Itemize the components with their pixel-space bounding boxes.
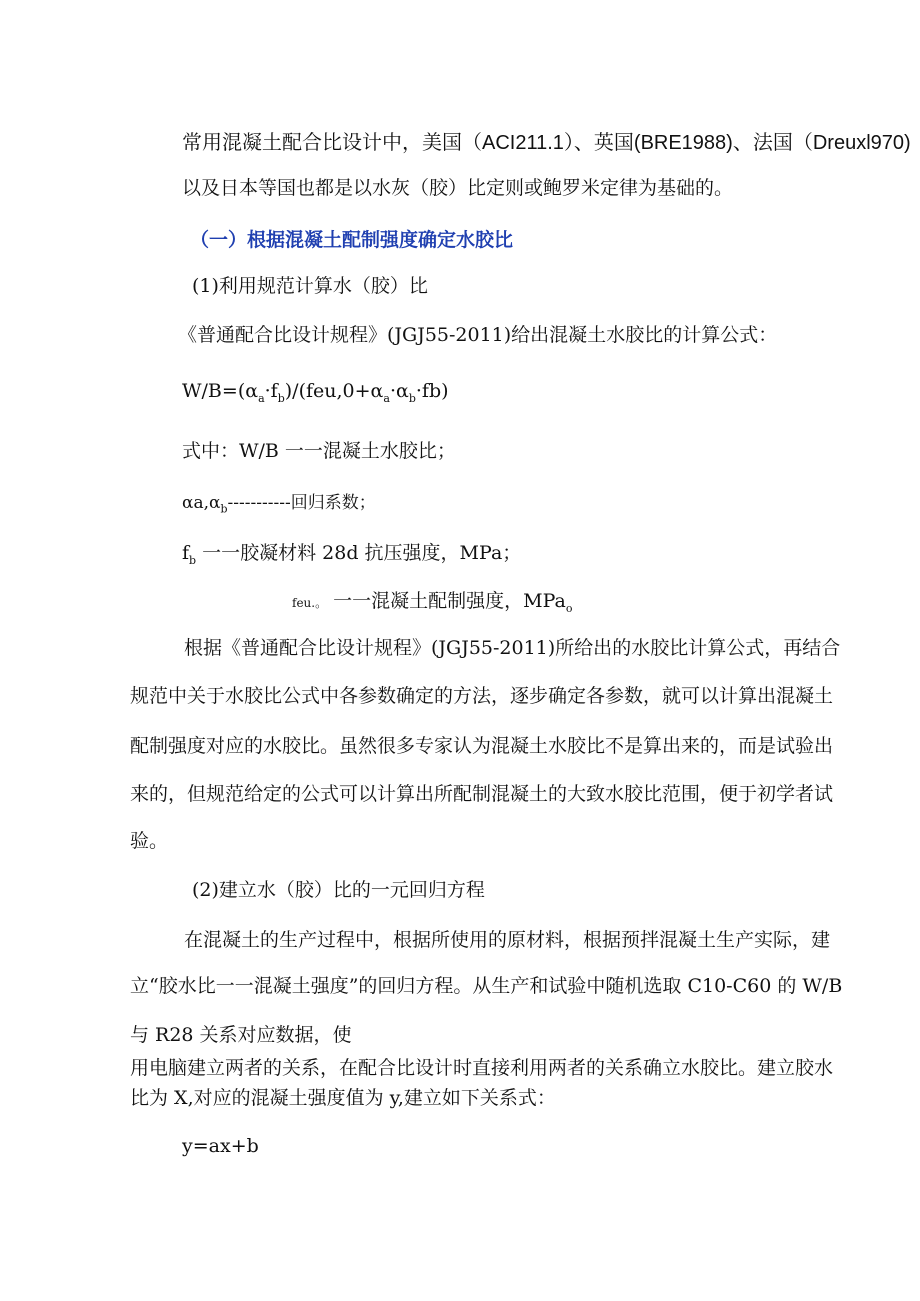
formula-sub: b [277,391,285,405]
formula-sub: b [408,391,416,405]
paragraph-1-line-3: 配制强度对应的水胶比。虽然很多专家认为混凝土水胶比不是算出来的，而是试验出 [130,735,834,757]
paragraph-2-line-3: 与 R28 关系对应数据，使 [130,1024,352,1046]
formula [182,378,449,412]
formula-part: ·fb) [415,380,449,402]
formula-lhs: W/B=( [182,380,246,402]
paragraph-2-line-5: 比为 X,对应的混凝土强度值为 y,建立如下关系式： [130,1087,556,1109]
definition-wb: 式中：W/B 一一混凝土水胶比； [182,440,456,462]
spec-sentence: 《普通配合比设计规程》(JGJ55-2011)给出混凝土水胶比的计算公式： [178,324,778,346]
paragraph-1-line-1: 根据《普通配合比设计规程》(JGJ55-2011)所给出的水胶比计算公式，再结合 [184,637,841,659]
intro-line-2: 以及日本等国也都是以水灰（胶）比定则或鲍罗米定律为基础的。 [182,177,734,199]
definition-alpha-rest: -----------回归系数； [227,493,376,513]
formula-sub: a [383,391,390,405]
regression-equation: y=ax+b [182,1135,259,1157]
intro-line-1: 常用混凝土配合比设计中，美国（ACI211.1）、英国(BRE1988)、法国（Dreuxl970) [182,132,911,154]
formula-part: ·f [264,380,278,402]
subheading-1: (1)利用规范计算水（胶）比 [192,275,428,297]
definition-fb [182,540,521,574]
paragraph-2-line-4: 用电脑建立两者的关系，在配合比设计时直接利用两者的关系确立水胶比。建立胶水 [130,1057,834,1079]
subheading-2: (2)建立水（胶）比的一元回归方程 [192,879,485,901]
definition-alpha [182,490,376,522]
definition-feu-rest: 一一混凝土配制强度，MPa [327,590,566,612]
formula-part: )/(feu,0+α [284,380,384,402]
definition-feu-sub: o [565,601,573,615]
section-heading: （一）根据混凝土配制强度确定水胶比 [190,229,514,251]
paragraph-1-line-5: 验。 [130,830,169,852]
paragraph-2-line-1: 在混凝土的生产过程中，根据所使用的原材料，根据预拌混凝土生产实际，建 [184,929,831,951]
paragraph-2-line-2: 立“胶水比一一混凝土强度”的回归方程。从生产和试验中随机选取 C10-C60 的 W/B [130,975,843,997]
definition-fb-rest: 一一胶凝材料 28d 抗压强度，MPa； [196,542,522,564]
paragraph-1-line-2: 规范中关于水胶比公式中各参数确定的方法，逐步确定各参数，就可以计算出混凝土 [130,685,834,707]
definition-fb-prefix: f [182,542,190,564]
formula-alpha: α [245,380,259,402]
definition-alpha-prefix: αa,α [182,493,221,513]
formula-part: ·α [389,380,409,402]
definition-fb-sub: b [189,553,197,567]
definition-feu-symbol: feu.。 [292,596,328,610]
definition-alpha-sub: b [220,502,228,516]
formula-sub: a [258,391,265,405]
paragraph-1-line-4: 来的，但规范给定的公式可以计算出所配制混凝土的大致水胶比范围，便于初学者试 [130,783,834,805]
definition-feu [292,588,572,622]
